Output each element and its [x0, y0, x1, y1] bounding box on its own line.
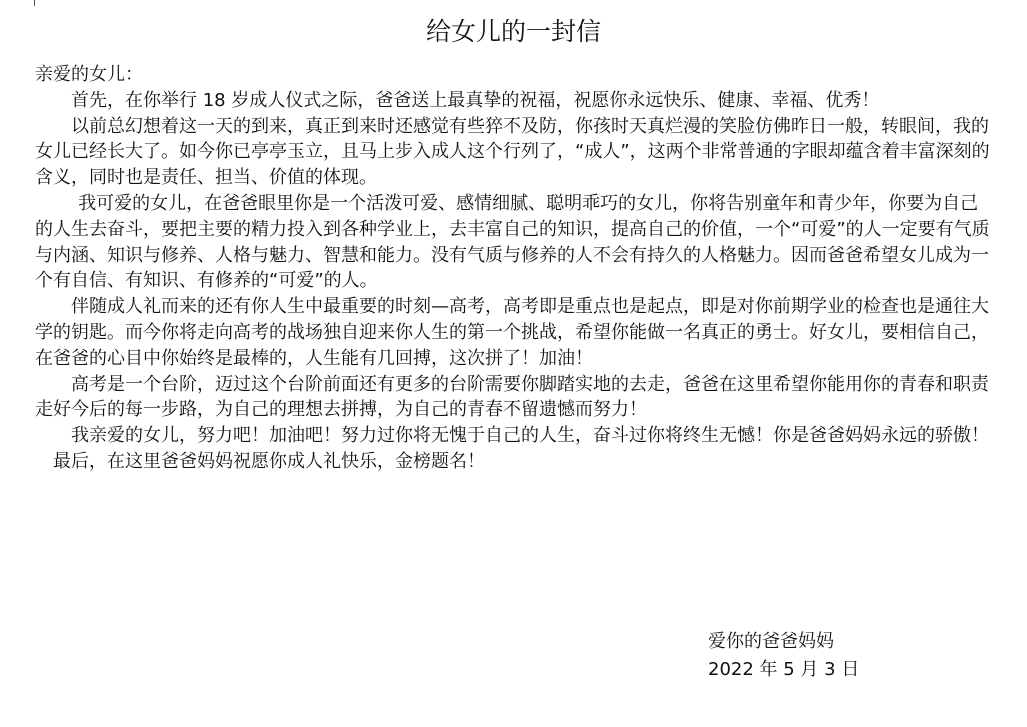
signature: 爱你的爸爸妈妈	[708, 631, 834, 652]
paragraph-lovely-daughter: 我可爱的女儿，在爸爸眼里你是一个活泼可爱、感情细腻、聪明乖巧的女儿，你将告别童年和青少年，你要为自己的人生去奋斗，要把主要的精力投入到各种学业上，去丰富自己的知识，提高自己的价值，一个“可爱”的人一定要有气质与内涵、知识与修养、人格与魅力、智慧和能力。没有气质与修养的人不会有持久的人格魅力。因而爸爸希望女儿成为一个有自信、有知识、有修养的“可爱”的人。	[35, 192, 990, 292]
letter-body	[35, 62, 995, 475]
paragraph-encouragement: 我亲爱的女儿，努力吧！加油吧！努力过你将无愧于自己的人生，奋斗过你将终生无憾！你是爸爸妈妈永远的骄傲！	[71, 425, 989, 447]
paragraph-gaokao: 伴随成人礼而来的还有你人生中最重要的时刻—高考，高考即是重点也是起点，即是对你前期学业的检查也是通往大学的钥匙。而今你将走向高考的战场独自迎来你人生的第一个挑战，希望你能做一名真正的勇士。好女儿，要相信自己，在爸爸的心目中你始终是最棒的，人生能有几回搏，这次拼了！加油！	[35, 296, 989, 369]
paragraph-blessing: 首先，在你举行 18 岁成人仪式之际，爸爸送上最真挚的祝福，祝愿你永远快乐、健康、幸福、优秀！	[71, 89, 880, 111]
signature-block	[708, 628, 859, 684]
letter-date: 2022 年 5 月 3 日	[708, 659, 860, 680]
page-edge-mark	[34, 0, 35, 6]
salutation: 亲爱的女儿：	[35, 64, 143, 85]
letter-title: 给女儿的一封信	[425, 17, 601, 46]
closing-line: 最后，在这里爸爸妈妈祝愿你成人礼快乐，金榜题名！	[53, 450, 485, 472]
paragraph-growing-up: 以前总幻想着这一天的到来，真正到来时还感觉有些猝不及防，你孩时天真烂漫的笑脸仿佛昨日一般，转眼间，我的女儿已经长大了。如今你已亭亭玉立，且马上步入成人这个行列了，“成人”，这两个非常普通的字眼却蕴含着丰富深刻的含义，同时也是责任、担当、价值的体现。	[35, 115, 990, 189]
paragraph-steps: 高考是一个台阶，迈过这个台阶前面还有更多的台阶需要你脚踏实地的去走，爸爸在这里希望你能用你的青春和职责走好今后的每一步路，为自己的理想去拼搏，为自己的青春不留遗憾而努力！	[35, 373, 989, 421]
